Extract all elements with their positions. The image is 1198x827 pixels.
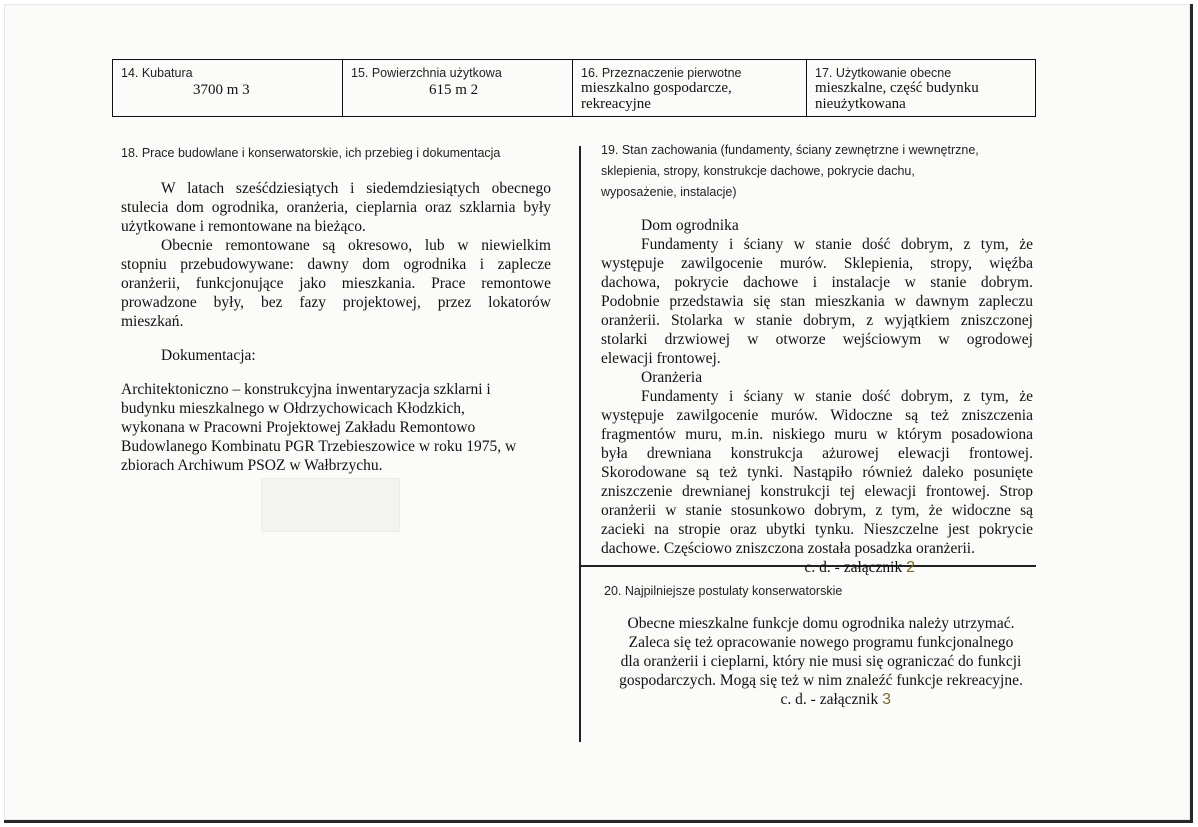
text-line: Fundamenty i ściany w stanie dość dobrym, z tym, że	[641, 388, 1033, 405]
uzytkowanie-value-line: mieszkalne, część budynku	[815, 80, 979, 96]
documentation-label: Dokumentacja:	[161, 347, 256, 364]
title-line: 19. Stan zachowania (fundamenty, ściany zewnętrzne i wewnętrzne,	[601, 143, 979, 157]
text-line: W latach sześćdziesiątych i siedemdziesiątych obecnego	[161, 180, 551, 197]
title-line: sklepienia, stropy, konstrukcje dachowe, pokrycie dachu,	[601, 164, 915, 178]
powierzchnia-value: 615 m 2	[429, 82, 479, 98]
text-line: Dom ogrodnika	[641, 217, 739, 234]
text-line: zbiorach Archiwum PSOZ w Wałbrzychu.	[121, 457, 383, 474]
text-line: była drewniana konstrukcja ażurowej elewacji frontowej.	[601, 445, 1033, 462]
text-line: użytkowane i remontowane na bieżąco.	[121, 218, 366, 235]
section-18-body	[121, 179, 551, 331]
header-table	[112, 59, 1036, 117]
text-line: oranżerii. Stolarka w stanie dobrym, z wyjątkiem zniszczonej	[601, 312, 1033, 329]
text-line: elewacji frontowej.	[601, 350, 721, 367]
section-19-body	[601, 216, 1033, 577]
section-19-title	[601, 140, 1041, 203]
text-line: stulecia dom ogrodnika, oranżeria, cieplarnia oraz szklarnia były	[121, 199, 551, 216]
faint-stamp	[261, 478, 400, 532]
text-line: budynku mieszkalnego w Ołdrzychowicach Kłodzkich,	[121, 400, 465, 417]
kubatura-label: 14. Kubatura	[121, 66, 193, 80]
przeznaczenie-label: 16. Przeznaczenie pierwotne	[581, 66, 742, 80]
ref-number: 3	[882, 691, 891, 708]
ref-text: c. d. - załącznik	[780, 691, 879, 708]
uzytkowanie-cell	[807, 60, 1035, 116]
kubatura-value: 3700 m 3	[193, 82, 250, 98]
uzytkowanie-label: 17. Użytkowanie obecne	[815, 66, 952, 80]
kubatura-cell	[113, 60, 343, 116]
text-line: prowadzone były, bez fazy projektowej, przez lokatorów	[121, 294, 551, 311]
powierzchnia-cell	[343, 60, 573, 116]
ref-text: c. d. - załącznik	[804, 559, 903, 576]
text-line: oranżerii, funkcjonujące jako mieszkania. Prace remontowe	[121, 275, 551, 292]
documentation-text	[121, 380, 551, 475]
text-line: Skorodowane są też tynki. Nastąpiło również daleko posunięte	[601, 464, 1033, 481]
text-line: Fundamenty i ściany w stanie dość dobrym, z tym, że	[641, 236, 1033, 253]
ref-number: 2	[906, 559, 915, 576]
section-20-body	[601, 614, 1041, 709]
text-line: występuje zawilgocenie murów. Widoczne są też zniszczenia	[601, 407, 1033, 424]
text-line: dla oranżerii i cieplarni, który nie musi się ograniczać do funkcji	[620, 653, 1022, 670]
text-line: oranżerii w stanie stosunkowo dobrym, z tym, że widoczne są	[601, 502, 1033, 519]
text-line: stolarki drzwiowej w otworze wejściowym w ogrodowej	[601, 331, 1033, 348]
przeznaczenie-cell	[573, 60, 807, 116]
text-line: Architektoniczno – konstrukcyjna inwentaryzacja szklarni i	[121, 381, 491, 398]
text-line: wykonana w Pracowni Projektowej Zakładu Remontowo	[121, 419, 476, 436]
powierzchnia-label: 15. Powierzchnia użytkowa	[351, 66, 502, 80]
text-line: występuje zawilgocenie murów. Sklepienia, stropy, więźba	[601, 255, 1033, 272]
continuation-ref	[601, 690, 1041, 709]
text-line: stopniu przebudowywane: dawny dom ogrodnika i zaplecze	[121, 256, 551, 273]
text-line: Obecnie remontowane są okresowo, lub w niewielkim	[161, 237, 551, 254]
text-line: zniszczenie drewnianej konstrukcji tej elewacji frontowej. Strop	[601, 483, 1033, 500]
przeznaczenie-value-line: rekreacyjne	[581, 96, 651, 112]
text-line: zacieki na stropie oraz ubytki tynku. Nieszczelne jest pokrycie	[601, 521, 1033, 538]
section-18-title: 18. Prace budowlane i konserwatorskie, ich przebieg i dokumentacja	[121, 146, 501, 160]
text-line: Oranżeria	[641, 369, 703, 386]
text-line: Podobnie przedstawia się stan mieszkania w dawnym zapleczu	[601, 293, 1033, 310]
text-line: dachowa, pokrycie dachowe i instalacje w stanie dobrym.	[601, 274, 1033, 291]
text-line: fragmentów muru, m.in. niskiego muru w którym posadowiona	[601, 426, 1033, 443]
text-line: Budowlanego Kombinatu PGR Trzebieszowice w roku 1975, w	[121, 438, 517, 455]
text-line: gospodarczych. Mogą się też w nim znaleźć funkcje rekreacyjne.	[619, 672, 1023, 689]
text-line: dachowe. Częściowo zniszczona została posadzka oranżerii.	[601, 540, 975, 557]
document-page	[4, 4, 1193, 823]
text-line: Obecne mieszkalne funkcje domu ogrodnika należy utrzymać.	[627, 615, 1015, 632]
title-line: wyposażenie, instalacje)	[601, 185, 737, 199]
continuation-ref	[601, 558, 1033, 577]
przeznaczenie-value-line: mieszkalno gospodarcze,	[581, 80, 732, 96]
uzytkowanie-value-line: nieużytkowana	[815, 96, 906, 112]
text-line: mieszkań.	[121, 313, 184, 330]
section-20-title: 20. Najpilniejsze postulaty konserwatorskie	[604, 584, 843, 598]
column-divider	[579, 146, 581, 742]
text-line: Zaleca się też opracowanie nowego programu funkcjonalnego	[628, 634, 1014, 651]
